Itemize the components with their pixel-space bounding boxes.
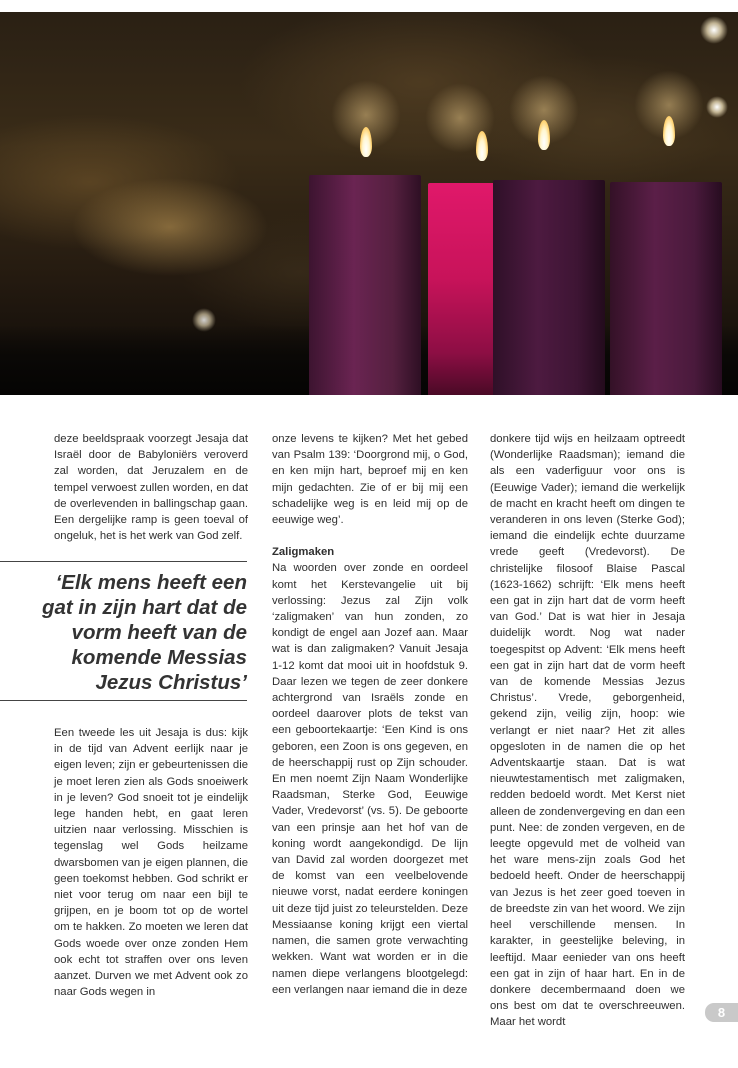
candle-purple-1 (309, 175, 421, 395)
pull-quote: ‘Elk mens heeft een gat in zijn hart dat de vorm heeft van de komende Messias Jezus Christus’ (41, 571, 247, 694)
candle-purple-2 (493, 180, 605, 395)
pull-quote-rule-bottom (0, 700, 247, 701)
bokeh-light (700, 16, 728, 44)
page-number: 8 (705, 1003, 738, 1022)
paragraph: Een tweede les uit Jesaja is dus: kijk in de tijd van Advent eerlijk naar je eigen leven; zijn er gebeurtenissen die je moet leren zien als Gods snoeiwerk in je leven? God snoeit tot je eindelijk lege handen hebt, en gaat leren uitzien naar verlossing. Misschien is tegenslag wel Gods heilzame dwarsbomen van je eigen plannen, die geen toekomst hebben. God schrikt er niet voor terug om naar een bijl te grijpen, en je boom tot op de wortel om te hakken. Zo moeten we leren dat Gods woede over onze zonden Hem ook echt tot straffen over ons leven aanzet. Durven we met Advent ook zo naar Gods wegen in (54, 727, 248, 999)
hero-photo-advent-candles (0, 12, 738, 395)
section-heading: Zaligmaken (272, 546, 335, 559)
paragraph: onze levens te kijken? Met het gebed van Psalm 139: ‘Doorgrond mij, o God, en ken mijn hart, beproef mij en ken mijn gedachten. Zie of er bij mij een schadelijke weg is en leid mij op de eeuwige weg’. (272, 433, 468, 527)
column-2 (272, 431, 468, 998)
bokeh-light (706, 96, 728, 118)
pull-quote-rule-top (0, 561, 247, 562)
column-1-bottom (54, 725, 248, 1000)
candle-purple-3 (610, 182, 722, 395)
column-3 (490, 431, 685, 1031)
paragraph: Na woorden over zonde en oordeel komt het Kerstevangelie uit bij verlossing: Jezus zal Zijn volk ‘zaligmaken’ van hun zonden, zo kondigt de engel aan Jozef aan. Maar wat is dan zaligmaken? Vanuit Jesaja 1-12 komt dat mooi uit in hoofdstuk 9. Daar lezen we tegen de zeer donkere achtergrond van Israëls zonde en oordeel daarover plots de tekst van een geboortekaartje: ‘Een Kind is ons geboren, een Zoon is ons gegeven, en de heerschappij rust op Zijn schouder. En men noemt Zijn Naam Wonderlijke Raadsman, Sterke God, Eeuwige Vader, Vredevorst’ (vs. 5). De geboorte van een prinsje aan het hof van de koning wordt aangekondigd. De lijn van David zal worden doorgezet met de komst van een veelbelovende nieuwe vorst, nadat eerdere koningen uit deze tijd juist zo teleurstelden. Deze Messiaanse koning krijgt een viertal namen, die samen grote verwachting wekken. Want wat worden er in die namen diepe verlangens blootgelegd: een verlangen naar iemand die in deze (272, 562, 468, 996)
column-1-top (54, 431, 248, 544)
paragraph: donkere tijd wijs en heilzaam optreedt (Wonderlijke Raadsman); iemand die als een vaderfiguur voor ons is (Eeuwige Vader); iemand die werkelijk de macht en kracht heeft om dingen te veranderen in ons leven (Sterke God); iemand die eindelijk echte duurzame vrede geeft (Vredevorst). De christelijke filosoof Blaise Pascal (1623-1662) schrijft: ‘Elk mens heeft een gat in zijn hart dat de vorm heeft van God.’ Dat is wat hier in Jesaja duidelijk wordt. Nog wat nader toegespitst op Advent: ‘Elk mens heeft een gat in zijn hart dat de vorm heeft van de komende Messias Jezus Christus’. Vrede, geborgenheid, gekend zijn, veilig zijn, hoop: wie verlangt er niet naar? Het zit alles opgesloten in de namen die op het Adventskaartje staan. Dat is wat nieuwtestamentisch met zaligmaken, redden bedoeld wordt. Met Kerst niet alleen de zondenvergeving en dan een punt. Nee: de zonden vergeven, en de leegte opgevuld met de volheid van het ware mens-zijn zoals God het bedoeld heeft. Onder de heerschappij van Jezus is het zeer goed toeven in de breedste zin van het woord. We zijn heel verschillende mensen. In karakter, in geestelijke beleving, in leeftijd. Maar eenieder van ons heeft een gat in zijn of haar hart. En in de donkere decembermaand doen we ons best om dat te overschreeuwen. Maar het wordt (490, 433, 685, 1029)
candle-pink (428, 183, 496, 395)
paragraph: deze beeldspraak voorzegt Jesaja dat Israël door de Babyloniërs veroverd zal worden, dat Jeruzalem en de tempel verwoest zullen worden, en dat de overlevenden in ballingschap gaan. Een dergelijke ramp is geen toeval of ongeluk, het is het werk van God zelf. (54, 433, 248, 543)
